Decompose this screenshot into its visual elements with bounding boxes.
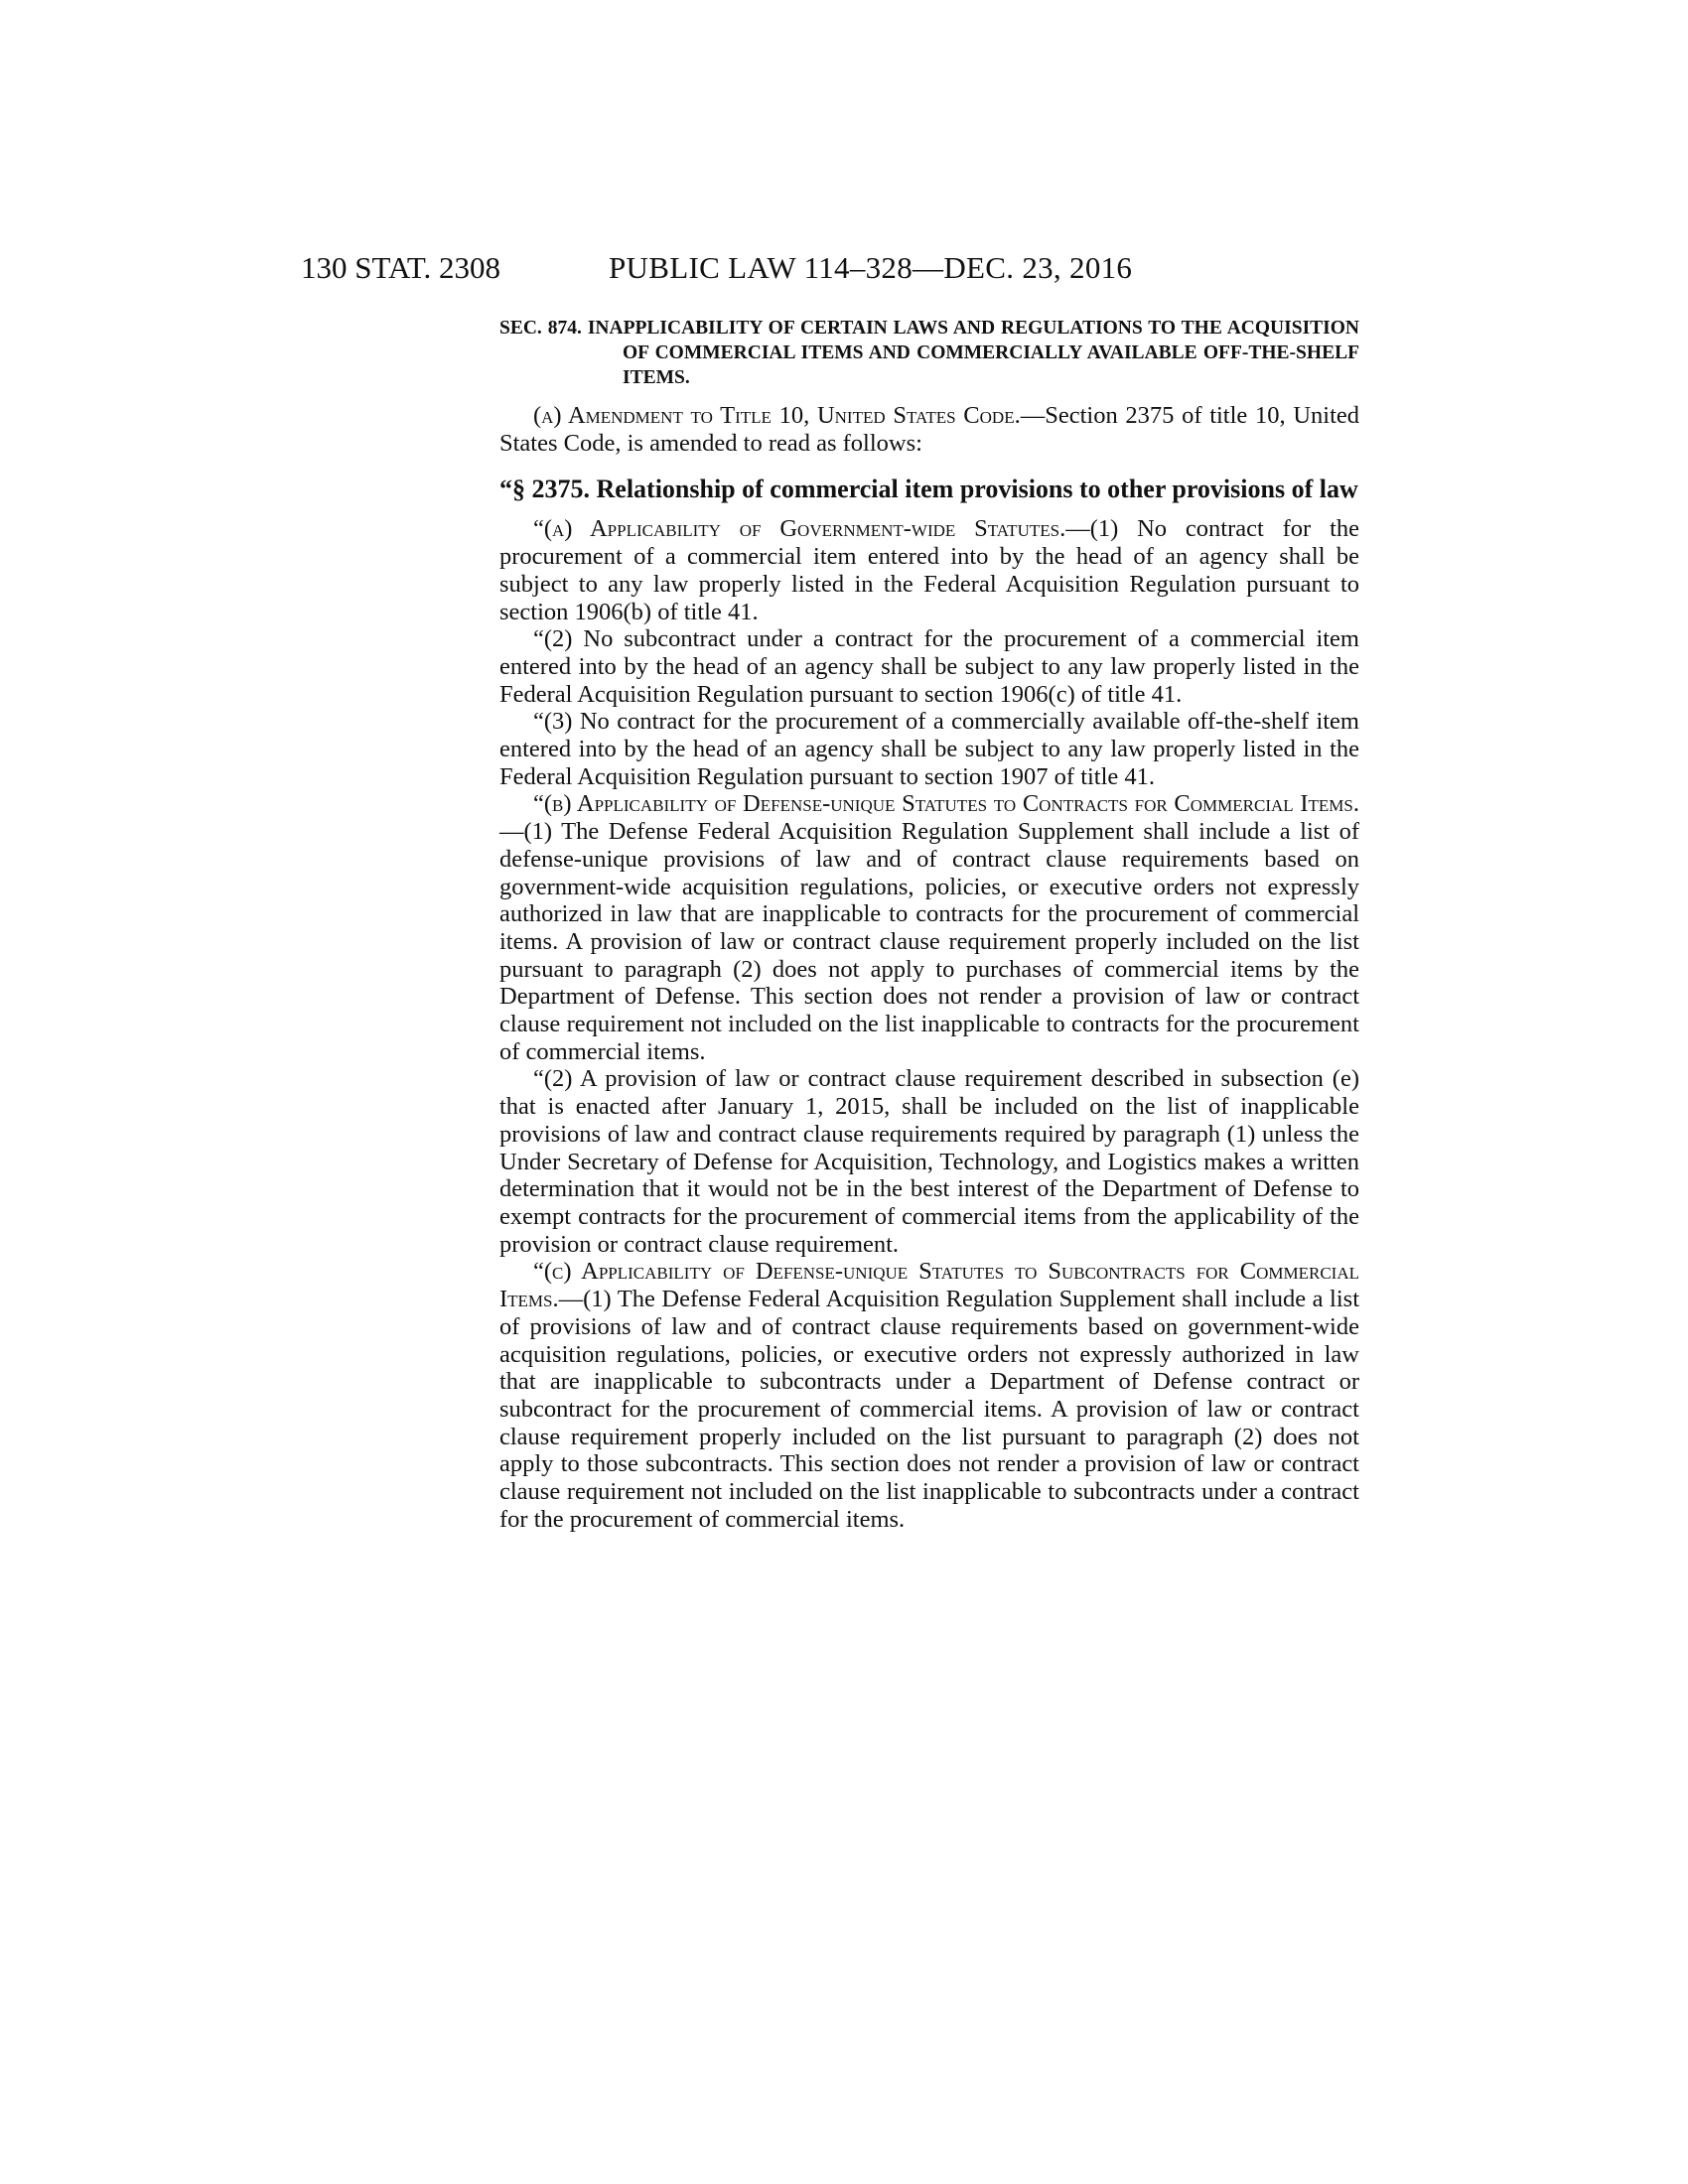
section-heading: SEC. 874. INAPPLICABILITY OF CERTAIN LAWS AND REGULATIONS TO THE ACQUISITION OF COMMERCIAL ITEMS AND COMMERCIALLY AVAILABLE OFF-THE-SHELF ITEMS. [499,318,1359,388]
paragraph-a-3 [499,708,1359,790]
text-column [499,316,1359,1533]
paragraph-a [499,515,1359,625]
paragraph-text: “(3) No contract for the procurement of a commercially available off-the-shelf item entered into by the head of an agency shall be subject to any law properly listed in the Federal Acquisition Regulation pursuant to section 1907 of title 41. [499,708,1359,790]
amendment-text: —Section 2375 of title 10, United States Code, is amended to read as follows: [499,402,1359,457]
paragraph-a-2 [499,625,1359,708]
paragraph-b-2 [499,1065,1359,1258]
running-head [301,248,1388,288]
paragraph-text: —(1) The Defense Federal Acquisition Regulation Supplement shall include a list of provisions of law and of contract clause requirements based on government-wide acquisition regulations, policies, or executive orders not expressly authorized in law that are inapplicable to subcontracts under a Department of Defense contract or subcontract for the procurement of commercial items. A provision of law or contract clause requirement properly included on the list pursuant to paragraph (2) does not apply to those subcontracts. This section does not render a provision of law or contract clause requirement not included on the list inapplicable to subcontracts under a contract for the procurement of commercial items. [499,1286,1359,1533]
paragraph-text: —(1) No contract for the procurement of a commercial item entered into by the head of an agency shall be subject to any law properly listed in the Federal Acquisition Regulation pursuant to section 1906(b) of title 41. [499,515,1359,625]
paragraph-caption: “(b) Applicability of Defense-unique Statutes to Contracts for Commercial Items. [533,790,1359,818]
statute-page-citation: 130 STAT. 2308 [301,250,501,285]
amendment-paragraph [499,402,1359,457]
paragraph-caption: “(c) Applicability of Defense-unique Statutes to Subcontracts for Commercial Items. [499,1258,1359,1313]
paragraph-text: —(1) The Defense Federal Acquisition Regulation Supplement shall include a list of defense-unique provisions of law and of contract clause requirements based on government-wide acquisition regulations, policies, or executive orders not expressly authorized in law that are inapplicable to contracts for the procurement of commercial items. A provision of law or contract clause requirement properly included on the list pursuant to paragraph (2) does not apply to purchases of commercial items by the Department of Defense. This section does not render a provision of law or contract clause requirement not included on the list inapplicable to contracts for the procurement of commercial items. [499,818,1359,1065]
paragraph-caption: “(a) Applicability of Government-wide Statutes. [533,515,1066,543]
public-law-citation: PUBLIC LAW 114–328—DEC. 23, 2016 [609,250,1133,285]
paragraph-c [499,1258,1359,1533]
paragraph-b [499,790,1359,1065]
paragraph-text: “(2) A provision of law or contract clause requirement described in subsection (e) that is enacted after January 1, 2015, shall be included on the list of inapplicable provisions of law and contract clause requirements required by paragraph (1) unless the Under Secretary of Defense for Acquisition, Technology, and Logistics makes a written determination that it would not be in the best interest of the Department of Defense to exempt contracts for the procurement of commercial items from the applicability of the provision or contract clause requirement. [499,1065,1359,1258]
new-section-heading: “§ 2375. Relationship of commercial item provisions to other provisions of law [499,475,1358,504]
amendment-caption: (a) Amendment to Title 10, United States Code. [533,402,1021,429]
paragraph-text: “(2) No subcontract under a contract for the procurement of a commercial item entered into by the head of an agency shall be subject to any law properly listed in the Federal Acquisition Regulation pursuant to section 1906(c) of title 41. [499,625,1359,708]
